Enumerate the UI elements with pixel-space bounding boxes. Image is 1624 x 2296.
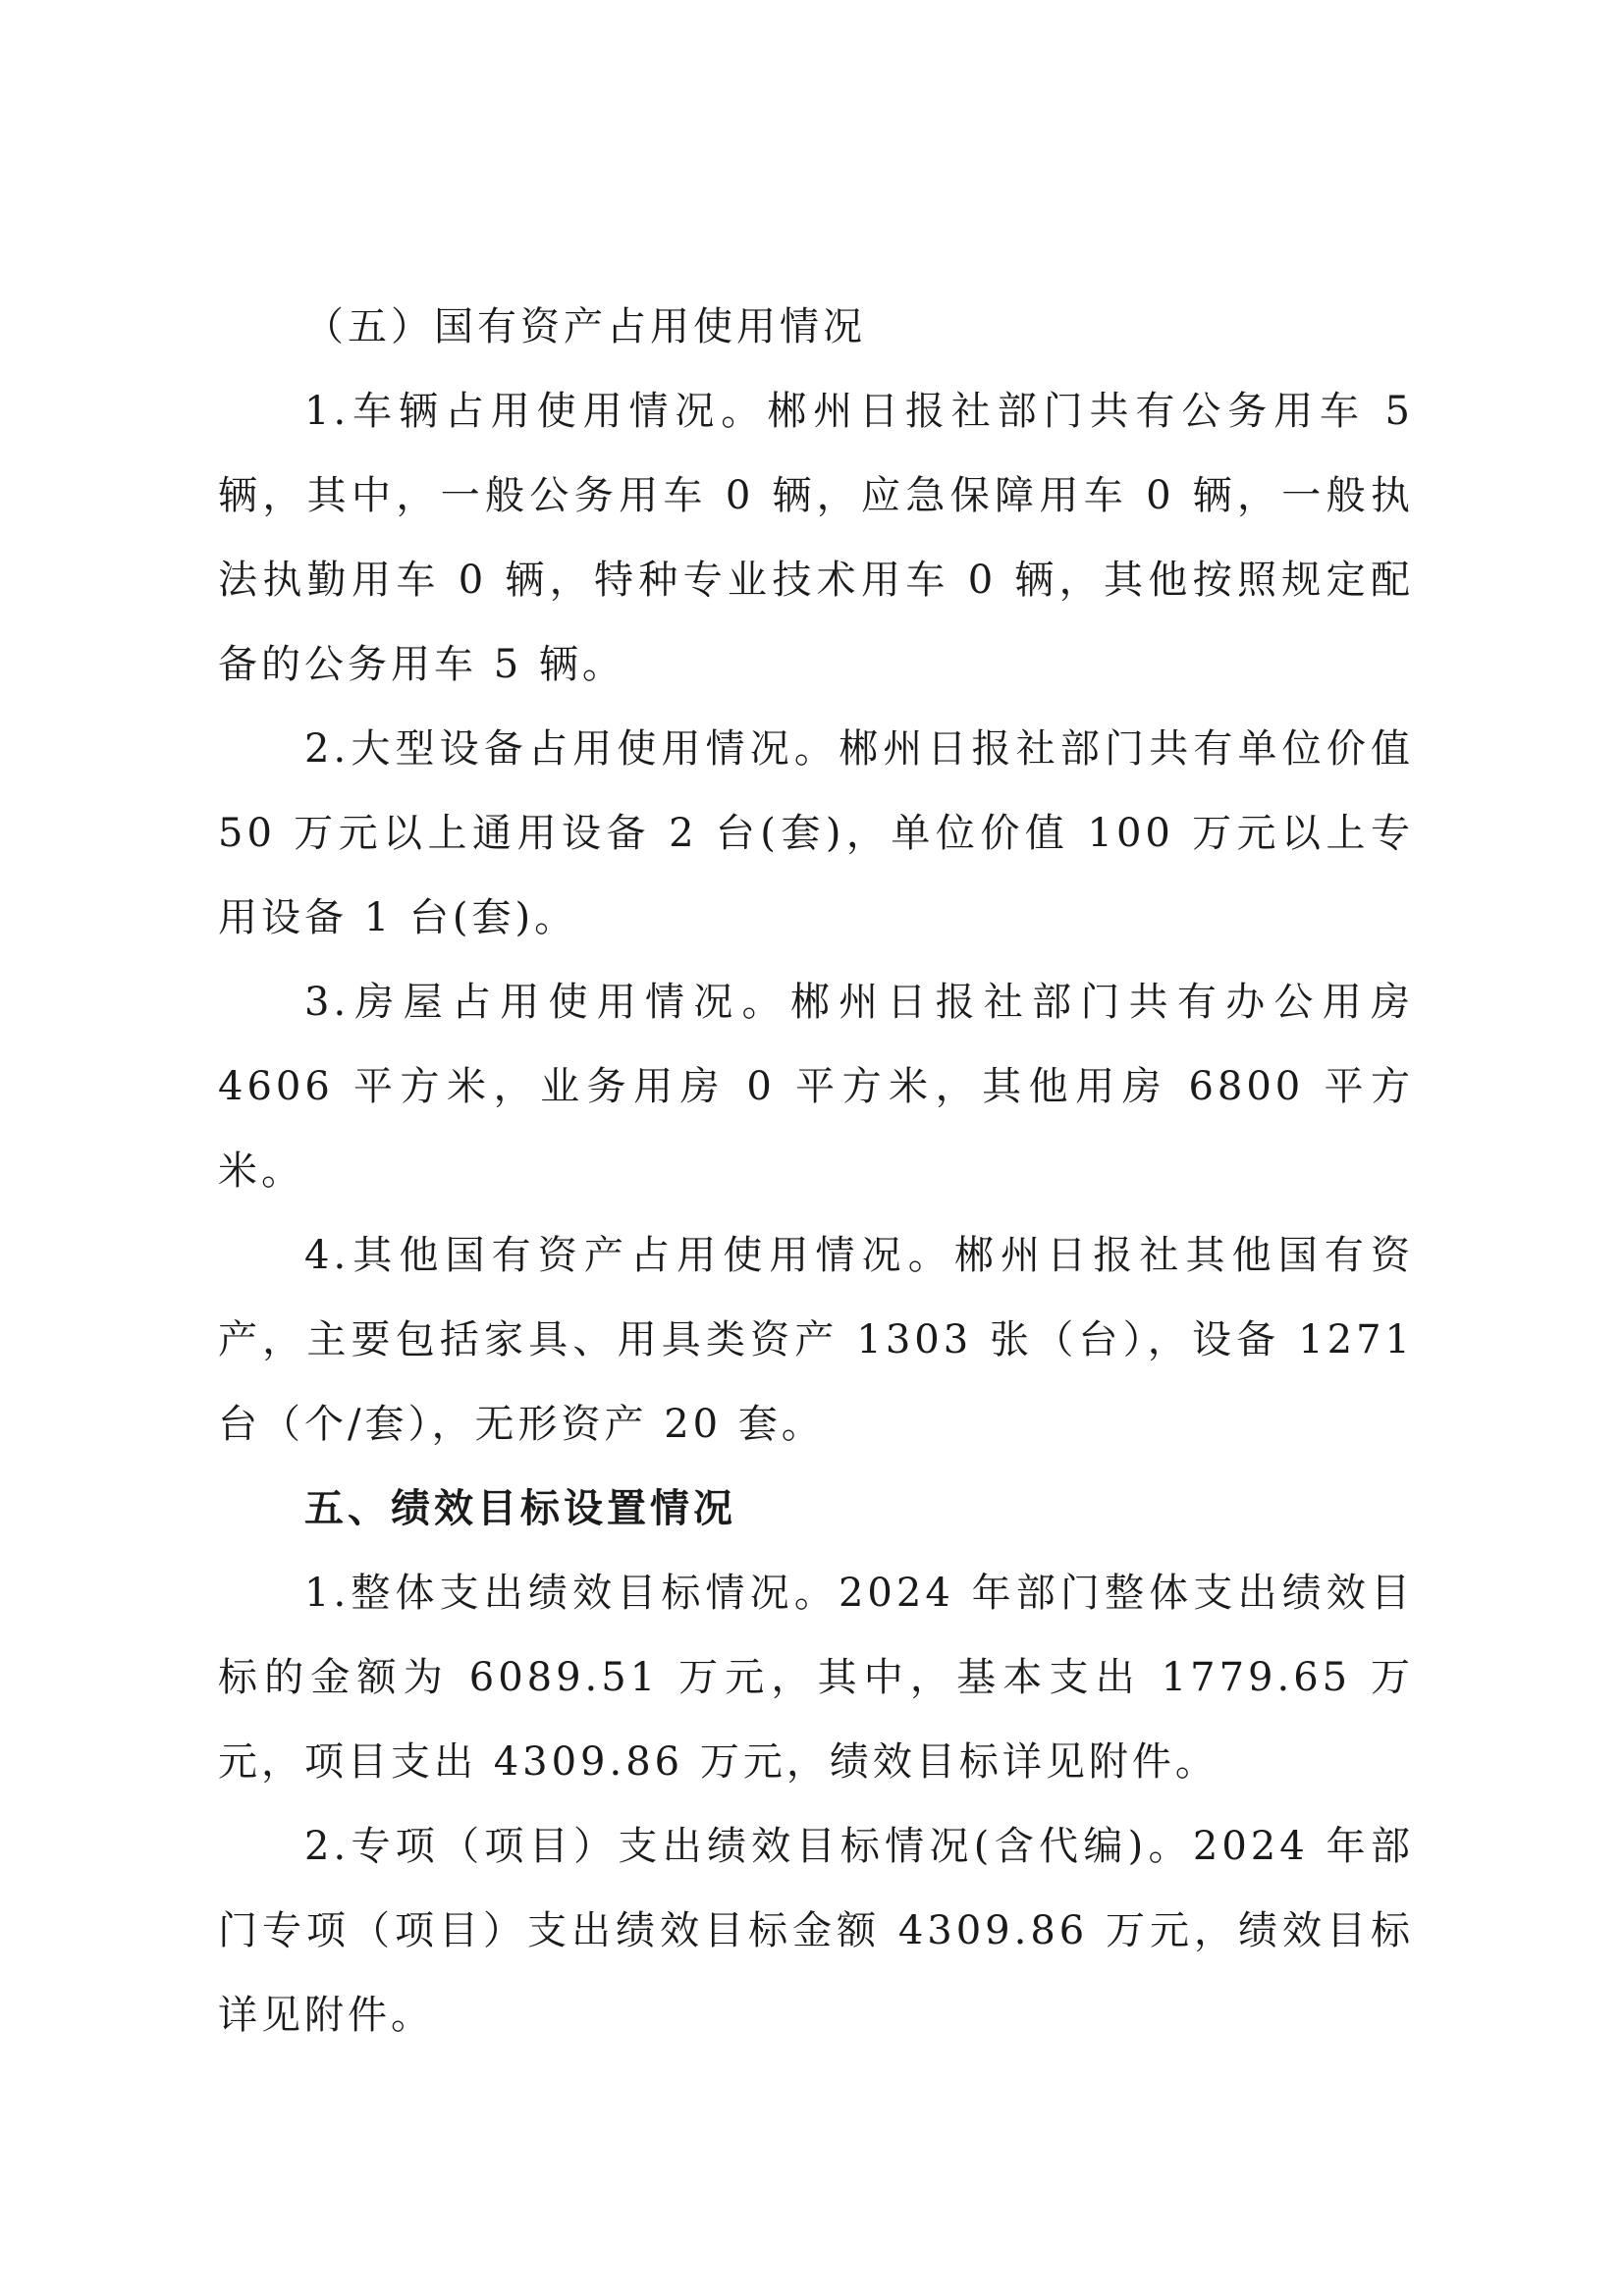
paragraph-buildings: 3.房屋占用使用情况。郴州日报社部门共有办公用房 4606 平方米，业务用房 0 平方米，其他用房 6800 平方米。 [218, 980, 1414, 1194]
section-heading-performance-goals: 五、绩效目标设置情况 [304, 1486, 736, 1531]
paragraph-other-assets: 4.其他国有资产占用使用情况。郴州日报社其他国有资产，主要包括家具、用具类资产 1303 张（台），设备 1271 台（个/套），无形资产 20 套。 [218, 1233, 1414, 1447]
paragraph-special-project-expenditure: 2.专项（项目）支出绩效目标情况(含代编)。2024 年部门专项（项目）支出绩效目标金额 4309.86 万元，绩效目标详见附件。 [218, 1824, 1414, 2038]
paragraph-large-equipment: 2.大型设备占用使用情况。郴州日报社部门共有单位价值 50 万元以上通用设备 2 台(套)，单位价值 100 万元以上专用设备 1 台(套)。 [218, 726, 1414, 940]
section-heading-state-assets: （五）国有资产占用使用情况 [304, 304, 866, 349]
paragraph-vehicles: 1.车辆占用使用情况。郴州日报社部门共有公务用车 5 辆，其中，一般公务用车 0 辆，应急保障用车 0 辆，一般执法执勤用车 0 辆，特种专业技术用车 0 辆，其他按照规定配备的公务用车 5 辆。 [218, 389, 1414, 687]
paragraph-overall-expenditure: 1.整体支出绩效目标情况。2024 年部门整体支出绩效目标的金额为 6089.51 万元，其中，基本支出 1779.65 万元，项目支出 4309.86 万元，绩效目标详见附件。 [218, 1571, 1414, 1785]
document-page [218, 285, 1414, 2057]
